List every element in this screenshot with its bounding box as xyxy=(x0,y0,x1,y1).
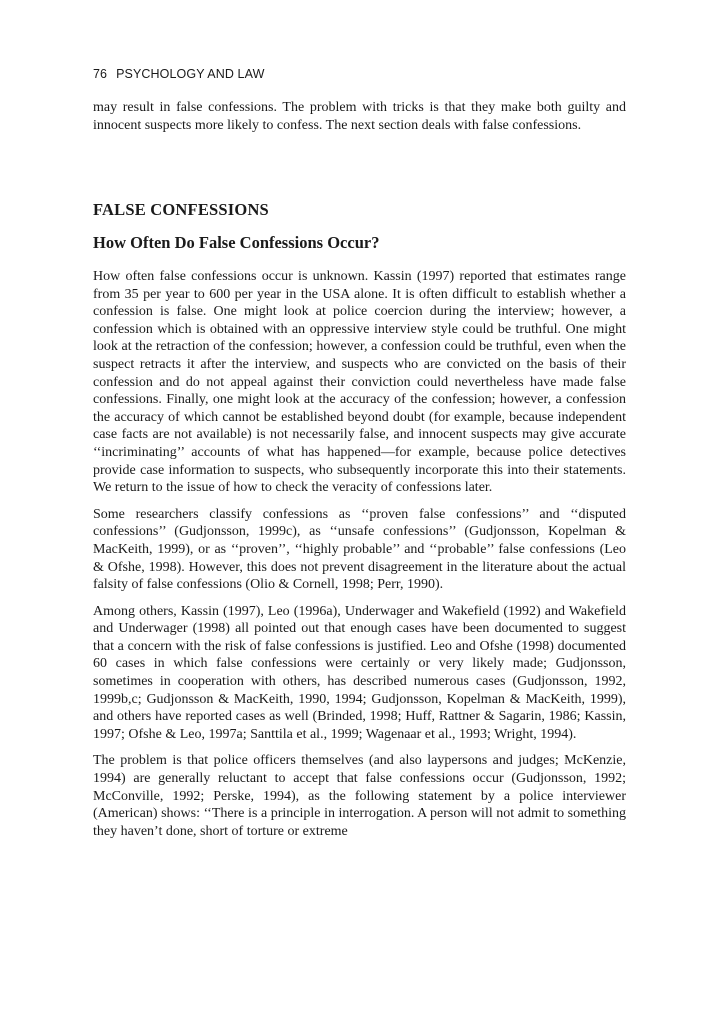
paragraph-classification: Some researchers classify confessions as ‘‘proven false confessions’’ and ‘‘disputed confessions’’ (Gudjonsson, 1999c), as ‘‘unsafe confessions’’ (Gudjonsson, Kopelman & MacKeith, 1999), or as ‘‘proven’’, ‘‘highly probable’’ and ‘‘probable’’ false confessions (Leo & Ofshe, 1998). However, this does not prevent disagreement in the literature about the actual falsity of false confessions (Olio & Cornell, 1998; Perr, 1990). xyxy=(93,506,626,593)
paragraph-intro: may result in false confessions. The problem with tricks is that they make both guilty and innocent suspects more likely to confess. The next section deals with false confessions. xyxy=(93,100,626,133)
main-text xyxy=(93,268,626,849)
paragraph-frequency: How often false confessions occur is unknown. Kassin (1997) reported that estimates range from 35 per year to 600 per year in the USA alone. It is often difficult to establish whether a confession is false. One might look at police coercion during the interview; however, a confession which is obtained with an oppressive interview style could be truthful. One might look at the retraction of the confession; however, a confession could be truthful, even when the suspect retracts it after the interview, and suspects who are convicted on the basis of their confession and do not appeal against their conviction could nevertheless have made false confessions. Finally, one might look at the accuracy of the confession; however, a confession the accuracy of which cannot be established beyond doubt (for example, because independent case facts are not available) is not necessarily false, and innocent suspects may give accurate ‘‘incriminating’’ accounts of what has happened—for example, because police detectives provide case information to suspects, who subsequently incorporate this into their statements. We return to the issue of how to check the veracity of confessions later. xyxy=(93,269,626,496)
running-title: PSYCHOLOGY AND LAW xyxy=(116,67,265,81)
paragraph-police-reluctance: The problem is that police officers themselves (and also laypersons and judges; McKenzie, 1994) are generally reluctant to accept that false confessions occur (Gudjonsson, 1992; McConville, 1992; Perske, 1994), as the following statement by a police interviewer (American) shows: ‘‘There is a principle in interrogation. A person will not admit to something they haven’t done, short of torture or extreme xyxy=(93,753,626,839)
running-head xyxy=(93,67,264,81)
paragraph-documented-cases: Among others, Kassin (1997), Leo (1996a), Underwager and Wakefield (1992) and Wakefield and Underwager (1998) all pointed out that enough cases have been documented to suggest that a concern with the risk of false confessions is justified. Leo and Ofshe (1998) documented 60 cases in which false confessions were certainly or very likely made; Gudjonsson, sometimes in cooperation with others, has described numerous cases (Gudjonsson, 1992, 1999b,c; Gudjonsson & MacKeith, 1990, 1994; Gudjonsson, Kopelman & MacKeith, 1999), and others have reported cases as well (Brinded, 1998; Huff, Rattner & Sagarin, 1986; Kassin, 1997; Ofshe & Leo, 1997a; Santtila et al., 1999; Wagenaar et al., 1993; Wright, 1994). xyxy=(93,603,626,742)
subsection-heading: How Often Do False Confessions Occur? xyxy=(93,233,380,252)
page-number: 76 xyxy=(93,67,108,81)
section-heading: FALSE CONFESSIONS xyxy=(93,200,269,219)
